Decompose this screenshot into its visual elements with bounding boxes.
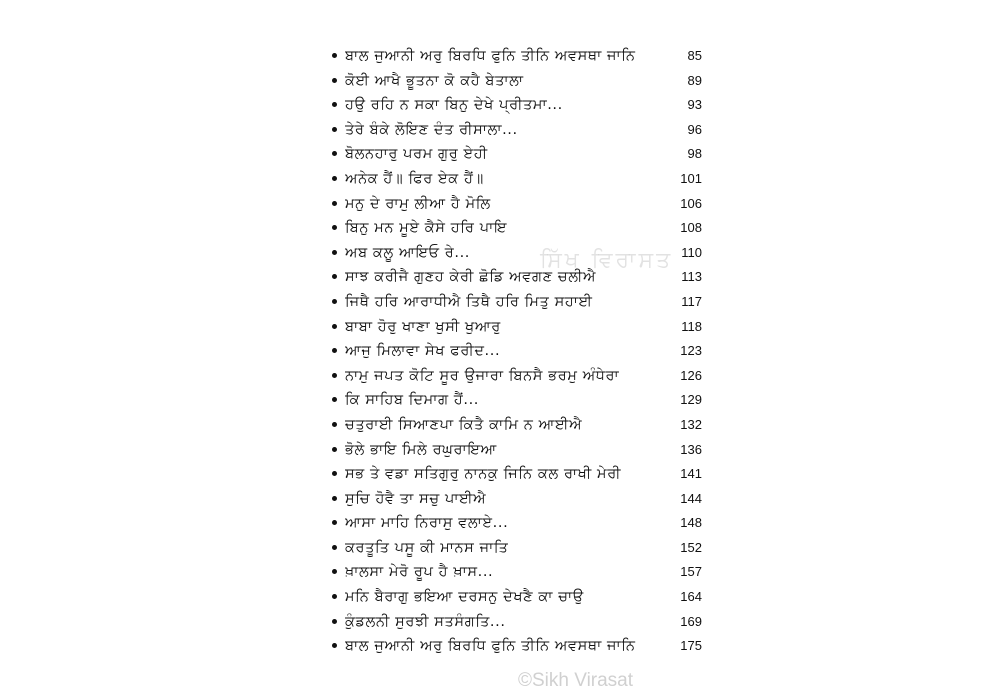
toc-entry [332,339,702,364]
toc-entry-page-number: 89 [687,72,702,88]
toc-entry-page-number: 117 [681,293,702,309]
bullet-icon [332,176,337,181]
toc-entry-title: ਤੇਰੇ ਬੰਕੇ ਲੋਇਣ ਦੰਤ ਰੀਸਾਲਾ... [345,121,518,138]
toc-entry-title: ਬਿਨੁ ਮਨ ਮੂਏ ਕੈਸੇ ਹਰਿ ਪਾਇ [345,220,508,237]
toc-entry-page-number: 175 [680,638,702,654]
toc-entry [332,216,702,241]
bullet-icon [332,127,337,132]
toc-entry-page-number: 106 [680,195,702,211]
toc-entry [332,388,702,413]
toc-entry-title: ਬਾਬਾ ਹੋਰੁ ਖਾਣਾ ਖੁਸੀ ਖੁਆਰੁ [345,318,501,335]
bullet-icon [332,569,337,574]
toc-entry-page-number: 118 [681,318,702,334]
bullet-icon [332,520,337,525]
bullet-icon [332,274,337,279]
toc-entry [332,192,702,217]
toc-entry-title: ਬਾਲ ਜੁਆਨੀ ਅਰੁ ਬਿਰਧਿ ਫੁਨਿ ਤੀਨਿ ਅਵਸਥਾ ਜਾਨਿ [345,48,636,64]
toc-entry-title: ਜਿਥੈ ਹਰਿ ਆਰਾਧੀਐ ਤਿਥੈ ਹਰਿ ਮਿਤੁ ਸਹਾਈ [345,293,593,310]
toc-entry-title: ਚਤੁਰਾਈ ਸਿਆਣਪਾ ਕਿਤੈ ਕਾਮਿ ਨ ਆਈਐ [345,416,583,433]
toc-entry-page-number: 96 [687,121,702,137]
toc-entry [332,610,702,635]
bullet-icon [332,545,337,550]
bullet-icon [332,225,337,230]
toc-entry-title: ਭੋਲੇ ਭਾਇ ਮਿਲੇ ਰਘੁਰਾਇਆ [345,441,497,458]
toc-entry-title: ਕਰਤੂਤਿ ਪਸੂ ਕੀ ਮਾਨਸ ਜਾਤਿ [345,539,509,556]
toc-entry [332,93,702,118]
toc-entry-title: ਬੋਲਨਹਾਰੁ ਪਰਮ ਗੁਰੁ ਏਹੀ [345,146,488,163]
bullet-icon [332,250,337,255]
bullet-icon [332,53,337,58]
toc-entry-page-number: 101 [680,170,702,186]
toc-entry [332,315,702,340]
bullet-icon [332,201,337,206]
toc-entry [332,585,702,610]
toc-entry-page-number: 110 [681,244,702,260]
toc-entry-title: ਸਾਝ ਕਰੀਜੈ ਗੁਣਹ ਕੇਰੀ ਛੋਡਿ ਅਵਗਣ ਚਲੀਐ [345,269,597,286]
toc-entry-page-number: 126 [680,367,702,383]
toc-entry-title: ਅਨੇਕ ਹੈਂ॥ ਫਿਰ ਏਕ ਹੈਂ॥ [345,170,484,187]
bullet-icon [332,151,337,156]
toc-entry-title: ਆਸਾ ਮਾਹਿ ਨਿਰਾਸੁ ਵਲਾਏ... [345,515,509,532]
toc-entry-title: ਖ਼ਾਲਸਾ ਮੇਰੋ ਰੂਪ ਹੈ ਖ਼ਾਸ... [345,564,494,581]
bullet-icon [332,422,337,427]
bullet-icon [332,619,337,624]
toc-entry [332,44,702,69]
bullet-icon [332,299,337,304]
toc-entry-page-number: 144 [680,490,702,506]
toc-entry-title: ਆਜੁ ਮਿਲਾਵਾ ਸੇਖ ਫਰੀਦ... [345,343,501,360]
toc-entry [332,167,702,192]
toc-entry-page-number: 108 [680,220,702,236]
toc-entry-title: ਬਾਲ ਜੁਆਨੀ ਅਰੁ ਬਿਰਧਿ ਫੁਨਿ ਤੀਨਿ ਅਵਸਥਾ ਜਾਨਿ [345,638,636,655]
bullet-icon [332,643,337,648]
toc-entry-page-number: 113 [681,269,702,285]
toc-entry-page-number: 157 [680,564,702,580]
bullet-icon [332,594,337,599]
bullet-icon [332,447,337,452]
toc-entry [332,536,702,561]
toc-entry-title: ਨਾਮੁ ਜਪਤ ਕੋਟਿ ਸੂਰ ਉਜਾਰਾ ਬਿਨਸੈ ਭਰਮੁ ਅੰਧੇਰਾ [345,367,620,384]
toc-entry-page-number: 98 [687,146,702,162]
toc-entry [332,290,702,315]
toc-entry-page-number: 152 [680,539,702,555]
bullet-icon [332,348,337,353]
toc-entry-page-number: 129 [680,392,702,408]
toc-entry [332,560,702,585]
toc-entry [332,69,702,94]
watermark-center: ਸਿੱਖ ਵਿਰਾਸਤ [540,248,674,273]
toc-entry [332,142,702,167]
watermark-copyright: ©Sikh Virasat [518,670,634,691]
toc-entry-title: ਸਭ ਤੇ ਵਡਾ ਸਤਿਗੁਰੁ ਨਾਨਕੁ ਜਿਨਿ ਕਲ ਰਾਖੀ ਮੇਰੀ [345,466,622,483]
bullet-icon [332,373,337,378]
toc-entry-title: ਕਿ ਸਾਹਿਬ ਦਿਮਾਗ ਹੈਂ... [345,392,479,409]
toc-entry-title: ਸੁਚਿ ਹੋਵੈ ਤਾ ਸਚੁ ਪਾਈਐ [345,490,487,507]
bullet-icon [332,78,337,83]
toc-entry [332,364,702,389]
toc-entry-title: ਕੋਈ ਆਖੈ ਭੂਤਨਾ ਕੋ ਕਹੈ ਬੇਤਾਲਾ [345,72,524,89]
toc-entry [332,511,702,536]
toc-entry-page-number: 169 [680,613,702,629]
toc-entry-title: ਮਨੁ ਦੇ ਰਾਮੁ ਲੀਆ ਹੈ ਮੋਲਿ [345,195,491,212]
toc-entry [332,118,702,143]
table-of-contents [332,44,702,659]
toc-entry-page-number: 132 [680,416,702,432]
toc-entry-page-number: 93 [687,97,702,113]
toc-entry [332,438,702,463]
toc-entry [332,462,702,487]
toc-entry [332,487,702,512]
toc-entry-page-number: 164 [680,589,702,605]
toc-entry-title: ਮਨਿ ਬੈਰਾਗੁ ਭਇਆ ਦਰਸਨੁ ਦੇਖਣੈ ਕਾ ਚਾਉ [345,589,584,606]
toc-entry [332,634,702,659]
toc-entry-title: ਅਬ ਕਲੂ ਆਇਓ ਰੇ... [345,244,471,261]
toc-entry-page-number: 136 [680,441,702,457]
toc-entry-title: ਕੁੰਡਲਨੀ ਸੁਰਝੀ ਸਤਸੰਗਤਿ... [345,613,506,630]
toc-entry [332,413,702,438]
toc-entry-page-number: 85 [687,48,702,63]
bullet-icon [332,471,337,476]
toc-entry-page-number: 123 [680,343,702,359]
bullet-icon [332,102,337,107]
toc-entry-title: ਹਉ ਰਹਿ ਨ ਸਕਾ ਬਿਨੁ ਦੇਖੇ ਪ੍ਰੀਤਮਾ... [345,97,563,114]
toc-entry-page-number: 141 [680,466,702,482]
toc-entry-page-number: 148 [680,515,702,531]
bullet-icon [332,496,337,501]
bullet-icon [332,397,337,402]
bullet-icon [332,324,337,329]
